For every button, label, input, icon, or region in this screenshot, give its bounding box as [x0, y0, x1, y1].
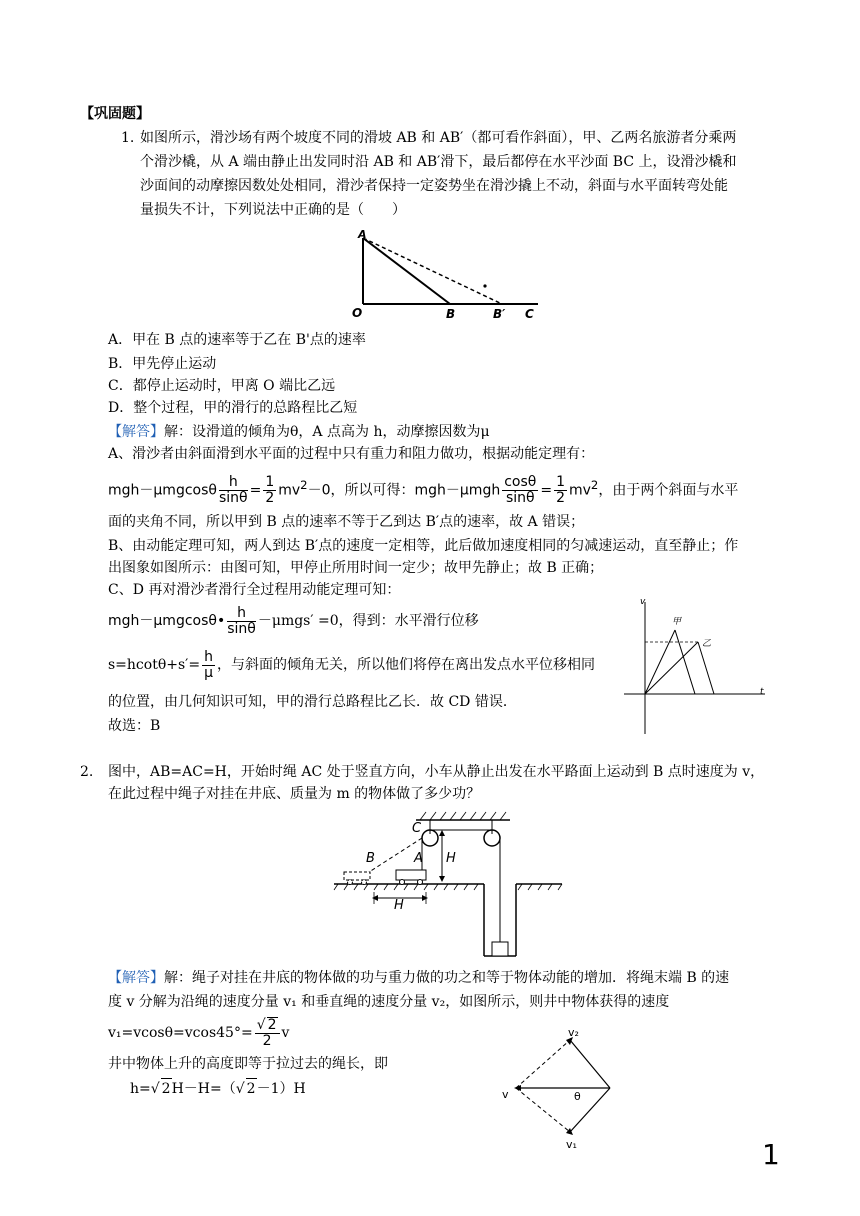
q1-option-b: B．甲先停止运动: [108, 356, 217, 372]
car-at-a: [396, 870, 426, 880]
q1-equation-3: s=hcotθ+s′= $\frac{h}{\mu}$ ，与斜面的倾角无关，所以他们将停在离出发点水平位移相同: [108, 648, 595, 681]
q1-line-b1: B、由动能定理可知，两人到达 B′点的速度一定相等，此后做加速度相同的匀减速运动，直至静止；作: [108, 538, 739, 554]
label-v2: v₂: [568, 1026, 579, 1039]
q2-vector-figure: [496, 1026, 626, 1150]
label-a: A: [358, 228, 367, 241]
fraction-cos-over-sin: $\frac{\cos\theta}{\sin\theta}$: [504, 474, 537, 507]
q2-line-h: 井中物体上升的高度即等于拉过去的绳长，即: [108, 1056, 388, 1072]
q2-answer-line-2: 度 v 分解为沿绳的速度分量 v₁ 和垂直绳的速度分量 v₂，如图所示，则井中物体获得的速度: [108, 994, 670, 1010]
label-theta: θ: [574, 1090, 581, 1103]
q1-choice: 故选：B: [108, 718, 161, 734]
q1-option-d: D．整个过程，甲的滑行的总路程比乙短: [108, 400, 358, 416]
v-axis-label: v: [640, 597, 646, 607]
jia-accel-line: [645, 630, 675, 694]
label-a: A: [414, 851, 423, 866]
q1-text-line-4: 量损失不计，下列说法中正确的是（ ）: [140, 202, 406, 218]
q1-vt-graph: [620, 594, 770, 736]
vector-v1: [516, 1088, 570, 1132]
yi-decel-line: [698, 642, 714, 694]
q2-answer-tag: 【解答】: [108, 970, 164, 986]
fraction-one-half-2: $\frac{1}{2}$: [556, 474, 565, 507]
label-v1: v₁: [566, 1138, 577, 1150]
q2-well-figure: [330, 808, 566, 960]
q1-line-b2: 出图象如图所示：由图可知，甲停止所用时间一定少；故甲先静止；故 B 正确；: [108, 560, 604, 576]
q1-equation-1: mgh－μmgcosθ $\frac{h}{\sin\theta}$ = $\frac{1}{2}$ $mv^2-0$，所以可得：mgh－μmgh $\frac{\cos\theta}{\sin\theta}$ = $\frac{1}{2}$ $mv^2$，由于两个斜面与水平: [108, 474, 739, 507]
vector-v2: [516, 1040, 570, 1088]
q1-line-a2: 面的夹角不同，所以甲到 B 点的速率不等于乙到达 B′点的速率，故 A 错误；: [108, 514, 585, 530]
slope-ab-prime-line: [363, 238, 502, 304]
q1-text-line-2: 个滑沙橇，从 A 端由静止出发同时沿 AB 和 AB′滑下，最后都停在水平沙面 BC 上，设滑沙橇和: [140, 154, 737, 170]
fraction-sqrt2-over-2: $\frac{√ 2}{2}$: [255, 1017, 280, 1049]
eq1-lhs: mgh－μmgcosθ: [108, 482, 217, 499]
label-h-horizontal: H: [394, 898, 404, 913]
label-b: B: [446, 307, 456, 320]
fraction-h-over-sin: $\frac{h}{\sin\theta}$: [218, 474, 248, 507]
q1-answer-intro-line: [108, 422, 490, 442]
q1-option-a: A．甲在 B 点的速率等于乙在 B'点的速率: [108, 332, 366, 348]
q1-option-c: C．都停止运动时，甲离 O 端比乙远: [108, 378, 336, 394]
q1-text-line-3: 沙面间的动摩擦因数处处相同，滑沙者保持一定姿势坐在滑沙撬上不动，斜面与水平面转弯处能: [140, 178, 728, 194]
yi-accel-line: [645, 642, 698, 694]
q1-line-end: 的位置，由几何知识可知，甲的滑行总路程比乙长．故 CD 错误．: [108, 694, 517, 710]
q1-slope-figure: [350, 224, 550, 320]
label-b: B: [366, 851, 375, 866]
q1-text-line-1: 如图所示，滑沙场有两个坡度不同的滑坡 AB 和 AB′（都可看作斜面），甲、乙两名旅游者分乘两: [140, 130, 737, 146]
q2-equation-v1: v₁=vcosθ=vcos45°= $\frac{√ 2}{2}$ v: [108, 1017, 290, 1049]
label-o: O: [352, 306, 363, 320]
section-title: 【巩固题】: [80, 106, 150, 122]
yi-label: 乙: [702, 639, 712, 649]
q2-equation-h: h=√ 2H－H=（√ 2－1）H: [130, 1078, 306, 1099]
q1-line-cd: C、D 再对滑沙者滑行全过程用动能定理可知：: [108, 582, 401, 598]
q1-line-a: A、滑沙者由斜面滑到水平面的过程中只有重力和阻力做功，根据动能定理有：: [108, 446, 595, 462]
q2-answer-line-1: [108, 968, 729, 988]
answer-intro: 解：设滑道的倾角为θ，A 点高为 h，动摩擦因数为μ: [164, 424, 490, 440]
hanging-mass: [492, 942, 508, 956]
label-h-vertical: H: [446, 851, 456, 866]
label-c: C: [412, 821, 422, 836]
q1-number: 1.: [121, 130, 135, 146]
jia-label: 甲: [672, 617, 682, 627]
q2-number: 2.: [80, 764, 94, 780]
q2-answer-text-1: 解：绳子对挂在井底的物体做的功与重力做的功之和等于物体动能的增加．将绳末端 B 的速: [164, 970, 730, 986]
slider-dot: [483, 284, 486, 287]
label-b-prime: B′: [493, 307, 506, 320]
car-at-b: [344, 872, 370, 880]
slope-ab-line: [363, 238, 450, 304]
fraction-h-over-sin-2: $\frac{h}{\sin\theta}$: [227, 604, 256, 637]
answer-tag: 【解答】: [108, 424, 164, 440]
parallelogram-top: [570, 1040, 610, 1088]
page-number: 1: [762, 1138, 780, 1171]
t-axis-label: t: [760, 687, 764, 697]
fraction-h-over-mu: $\frac{h}{\mu}$: [204, 648, 213, 681]
q2-text-line-1: 图中，AB=AC=H，开始时绳 AC 处于竖直方向，小车从静止出发在水平路面上运动到 B 点时速度为 v，: [108, 764, 765, 780]
q1-equation-2: mgh－μmgcosθ• $\frac{h}{\sin\theta}$ －μmgs′ =0，得到：水平滑行位移: [108, 604, 479, 637]
label-v: v: [502, 1088, 509, 1101]
label-c: C: [525, 307, 534, 320]
q2-text-line-2: 在此过程中绳子对挂在井底、质量为 m 的物体做了多少功？: [108, 786, 481, 802]
fraction-one-half: $\frac{1}{2}$: [265, 474, 275, 507]
